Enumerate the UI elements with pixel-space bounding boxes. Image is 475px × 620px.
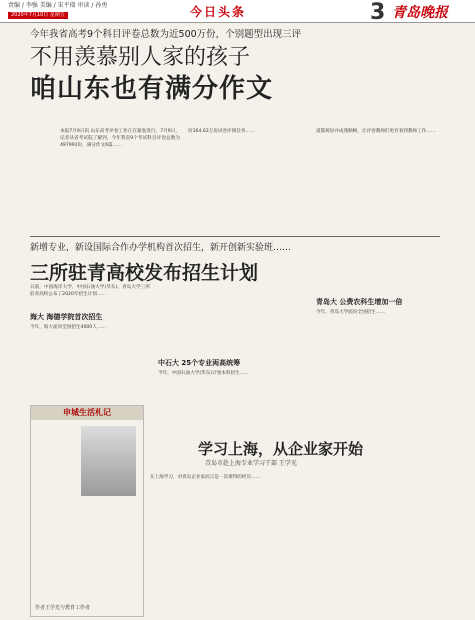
upc-subhead: 中石大 25个专业両高统筹 [158,359,241,367]
author-portrait [81,426,136,496]
editor-credits: 责编 / 李强 美编 / 宋平瑞 审读 / 孙勇 [8,2,108,9]
section-divider [30,236,440,237]
column-sidebar [30,405,144,617]
section-title: 今日头条 [190,5,247,19]
second-headline: 三所驻青高校发布招生计划 [30,262,259,284]
essay-title: 学习上海，从企业家开始 [198,440,364,458]
newspaper-logo: 青岛晚报 [392,5,448,21]
upc-body: 今年，中国石油大学(华东)计划本科招生…… [158,371,249,376]
lead-headline-line1: 不用羡慕别人家的孩子 [30,45,251,70]
second-intro: 日前，中国海洋大学、中国石油大学(华东)、青岛大学三所驻青高校公布了2020年招生计划…… [30,285,150,297]
lead-body-col2: 份164.63万份试卷评阅任务…… [188,129,255,134]
second-kicker: 新增专业，新设国际合作办学机构首次招生，新开创新实验班…… [30,243,292,253]
column-label: 申城生活札记 [31,406,143,420]
ouc-body: 今年，海大面向全国招生4000人…… [30,325,107,330]
page-number: 3 [370,0,386,25]
ouc-subhead: 海大 海德学院首次招生 [30,313,103,321]
lead-headline-line2: 咱山东也有满分作文 [30,74,274,104]
essay-body: 在上海学习，对青岛企业家而言是一次难得的经历…… [150,475,261,480]
issue-date: 2020年7月10日 星期五 [8,12,68,19]
lead-body-col3: 道都源泉并成熟顺畅，让评卷教师们更有看到教师工作…… [316,129,436,134]
lead-kicker: 今年我省高考9个科目评卷总数为近500万份，个别题型出现三评 [30,29,302,40]
qdu-body: 今年，青岛大学面向全国招生…… [316,310,385,315]
portrait-caption: 作者王学光与教育工作者 [35,605,91,611]
qdu-subhead: 青岛大 公费农科生增加一倍 [316,298,403,306]
lead-body-col1: 本报7月9日讯 山东高考评卷工作正在紧张进行。7月9日，记者从省考试院了解到，今年我省9个考试科目评卷总数为497991份，满分作文6篇…… [60,129,180,148]
essay-byline: 青岛市赴上海专业学习干部 王学光 [205,460,297,467]
